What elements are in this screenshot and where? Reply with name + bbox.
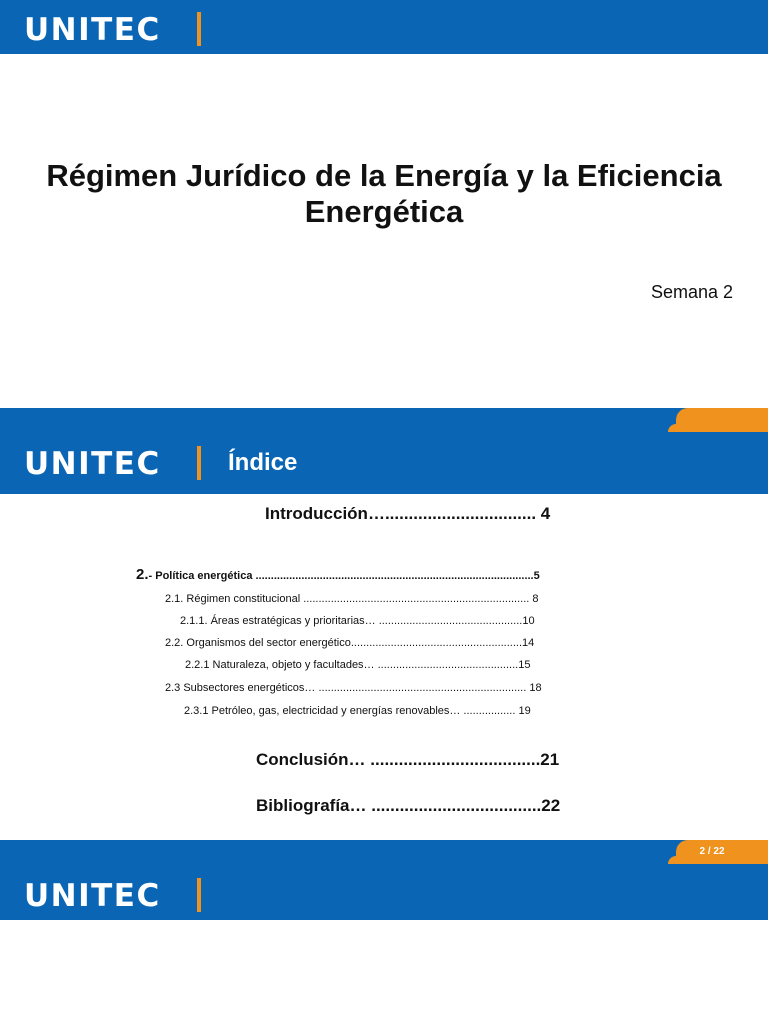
page-tab xyxy=(676,408,768,432)
title-slide xyxy=(0,0,768,408)
header-bar xyxy=(0,0,768,54)
unitec-logo: UNITEC xyxy=(24,878,161,914)
document-title: Régimen Jurídico de la Energía y la Eficiencia Energética xyxy=(46,158,722,229)
toc-number: 2. xyxy=(136,566,149,583)
toc-item-bibliografia[interactable]: Bibliografía… ....................................22 xyxy=(256,796,561,815)
toc-item-petroleo[interactable]: 2.3.1 Petróleo, gas, electricidad y energías renovables… ................. 19 xyxy=(184,705,531,717)
page-number: 2 / 22 xyxy=(699,846,725,857)
toc-item-organismos[interactable]: 2.2. Organismos del sector energético........................................................14 xyxy=(165,637,535,649)
logo-separator xyxy=(197,878,201,912)
header-bar xyxy=(0,866,768,920)
page-tab xyxy=(676,840,768,864)
header-bar xyxy=(0,434,768,494)
week-label: Semana 2 xyxy=(650,282,733,302)
unitec-logo: UNITEC xyxy=(24,446,161,482)
index-slide xyxy=(0,408,768,840)
toc-item-introduccion[interactable]: Introducción…................................ 4 xyxy=(265,504,551,523)
toc-item-areas[interactable]: 2.1.1. Áreas estratégicas y prioritarias… ...............................................10 xyxy=(180,615,535,627)
logo-separator xyxy=(197,446,201,480)
top-strip xyxy=(0,840,768,866)
logo-separator xyxy=(197,12,201,46)
top-strip xyxy=(0,408,768,434)
toc-item-subsectores[interactable]: 2.3 Subsectores energéticos… .................................................................... 18 xyxy=(165,682,542,694)
toc-item-conclusion[interactable]: Conclusión… ....................................21 xyxy=(256,750,560,769)
section-title: Índice xyxy=(228,449,298,476)
toc-item-politica[interactable] xyxy=(136,566,540,583)
toc-label: - Política energética ...........................................................................................5 xyxy=(148,570,540,582)
unitec-logo: UNITEC xyxy=(24,12,161,48)
toc-item-regimen[interactable]: 2.1. Régimen constitucional .......................................................................... 8 xyxy=(165,593,539,605)
toc-item-naturaleza[interactable]: 2.2.1 Naturaleza, objeto y facultades… ..............................................15 xyxy=(185,659,531,671)
next-slide xyxy=(0,840,768,1024)
